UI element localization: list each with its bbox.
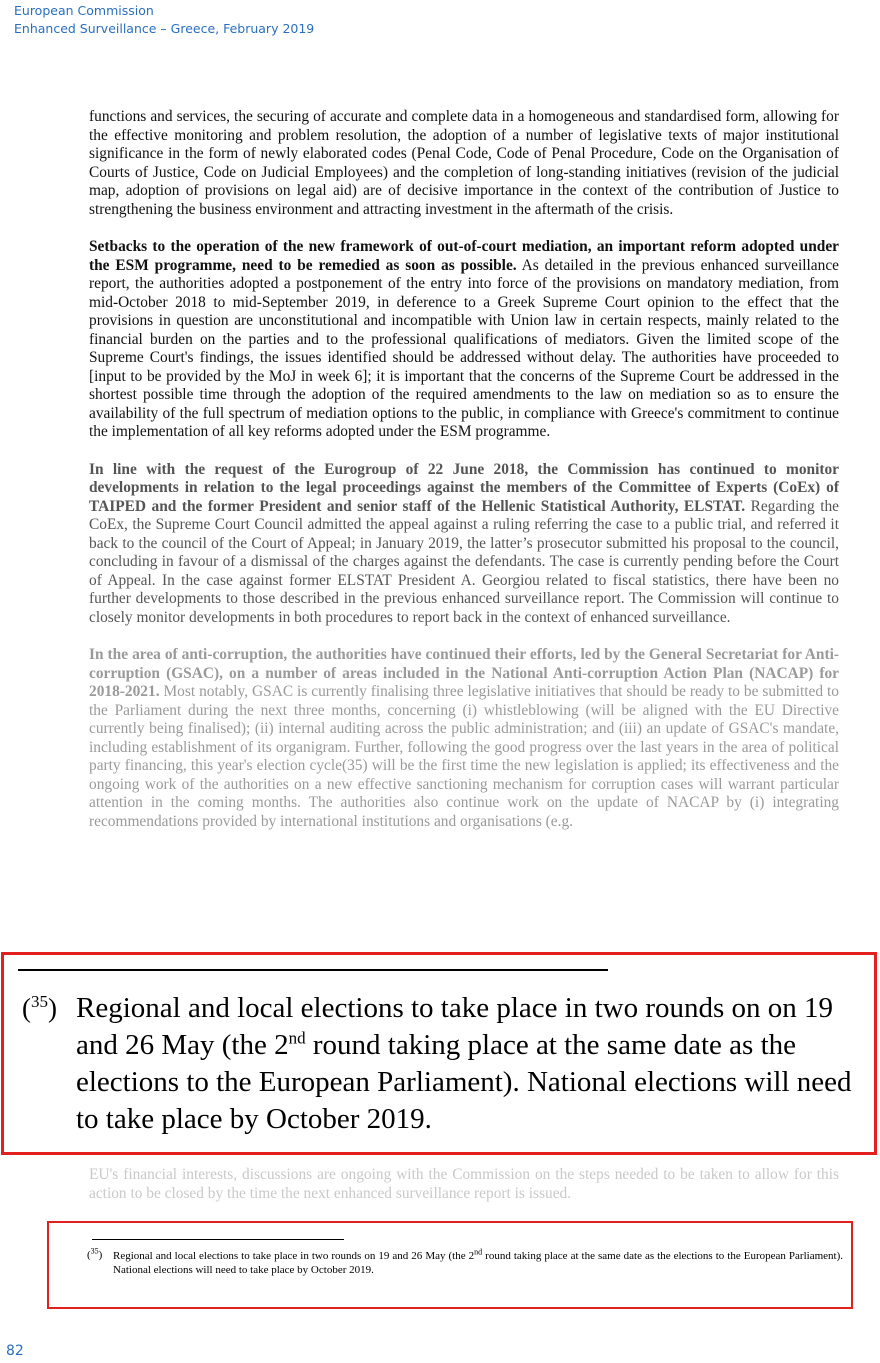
paragraph-anticorruption-text: Most notably, GSAC is currently finalising three legislative initiatives that should be ready to be submitted to the Parliament during the next three months, concerning (i) whistleblowing (will be aligned with the EU Directive currently being finalised); (ii) internal auditing across the public administration; and (iii) an update of GSAC's mandate, including establishment of its organigram. Further, following the good progress over the last years in the area of political party financing, this year's election cycle(35) will be the first time the new legislation is applied; its effectiveness and the ongoing work of the authorities on a new effective sanctioning mechanism for corruption cases will warrant particular attention in the coming months. The authorities also continue work on the update of NACAP by (i) integrating recommendations provided by international institutions and organisations (e.g. — [89, 683, 839, 830]
header-report-title: Enhanced Surveillance – Greece, February 2019 — [14, 21, 315, 36]
paragraph-anticorruption-lead: In the area of anti-corruption, the authorities have continued their efforts, led by the General Secretariat for Anti-corruption (GSAC), on a number of areas included in the National Anti-corruption Action Plan (NACAP) for 2018-2021. — [89, 646, 839, 700]
footnote-zoom-callout — [1, 952, 877, 1155]
header-org: European Commission — [14, 3, 154, 18]
page-number: 82 — [6, 1343, 24, 1359]
paragraph-tail: EU's financial interests, discussions are ongoing with the Commission on the steps needed to be taken to allow for this action to be closed by the time the next enhanced surveillance report is issued. — [89, 1166, 839, 1202]
paragraph-mediation — [89, 238, 839, 442]
document-body — [89, 108, 839, 850]
paragraph-elstat — [89, 461, 839, 628]
footnote-text-zoomed: Regional and local elections to take place in two rounds on on 19 and 26 May (the 2nd round taking place at the same date as the elections to the European Parliament). National elections will need to take place by October 2019. — [76, 992, 852, 1135]
paragraph-justice: functions and services, the securing of accurate and complete data in a homogeneous and standardised form, allowing for the effective monitoring and problem resolution, the adoption of a number of legislative texts of major institutional significance in the form of newly elaborated codes (Penal Code, Code of Penal Procedure, Code on the Organisation of Courts of Justice, Code on Judicial Employees) and the completion of long-standing initiatives (revision of the judicial map, adoption of provisions on legal aid) are of decisive importance in the context of the contribution of Justice to strengthening the business environment and attracting investment in the aftermath of the crisis. — [89, 108, 839, 218]
footnote-separator — [92, 1239, 344, 1240]
paragraph-mediation-text: As detailed in the previous enhanced surveillance report, the authorities adopted a postponement of the entry into force of the provisions on mandatory mediation, from mid-October 2018 to mid-September 2019, in deference to a Greek Supreme Court opinion to the effect that the provisions in question are unconstitutional and incompatible with Union law in certain respects, mainly related to the financial burden on the parties and to the professional qualifications of mediators. Given the limited scope of the Supreme Court's findings, the issues identified should be addressed without delay. The authorities have proceeded to [input to be provided by the MoJ in week 6]; it is important that the concerns of the Supreme Court be addressed in the shortest possible time through the adoption of the required amendments to the law on mediation so as to ensure the availability of the full spectrum of mediation options to the public, in compliance with Greece's commitment to continue the implementation of all key reforms adopted under the ESM programme. — [89, 256, 839, 440]
footnote-separator-zoomed — [18, 969, 608, 971]
footnote-number-zoomed: ($^{35}$) — [22, 992, 57, 1023]
paragraph-anticorruption — [89, 646, 839, 831]
paragraph-elstat-text: Regarding the CoEx, the Supreme Court Council admitted the appeal against a ruling referring the case to a public trial, and referred it back to the council of the Court of Appeal; in January 2019, the latter’s prosecutor submitted his proposal to the council, concluding in favour of a dismissal of the charges against the defendants. The case is currently pending before the Court of Appeal. In the case against former ELSTAT President A. Georgiou related to fiscal statistics, there have been no further developments to those described in the previous enhanced surveillance report. The Commission will continue to closely monitor developments in both procedures to report back in the context of enhanced surveillance. — [89, 497, 839, 626]
footnote-highlight-box — [47, 1221, 853, 1309]
footnote-text: Regional and local elections to take place in two rounds on 19 and 26 May (the 2nd round taking place at the same date as the elections to the European Parliament). National elections will need to take place by October 2019. — [113, 1247, 843, 1276]
footnote-number: ($^{35}$) — [87, 1246, 103, 1261]
paragraph-elstat-lead: In line with the request of the Eurogroup of 22 June 2018, the Commission has continued to monitor developments in relation to the legal proceedings against the members of the Committee of Experts (CoEx) of TAIPED and the former President and senior staff of the Hellenic Statistical Authority, ELSTAT. — [89, 460, 839, 515]
paragraph-mediation-lead: Setbacks to the operation of the new framework of out-of-court mediation, an important reform adopted under the ESM programme, need to be remedied as soon as possible. — [89, 238, 839, 274]
